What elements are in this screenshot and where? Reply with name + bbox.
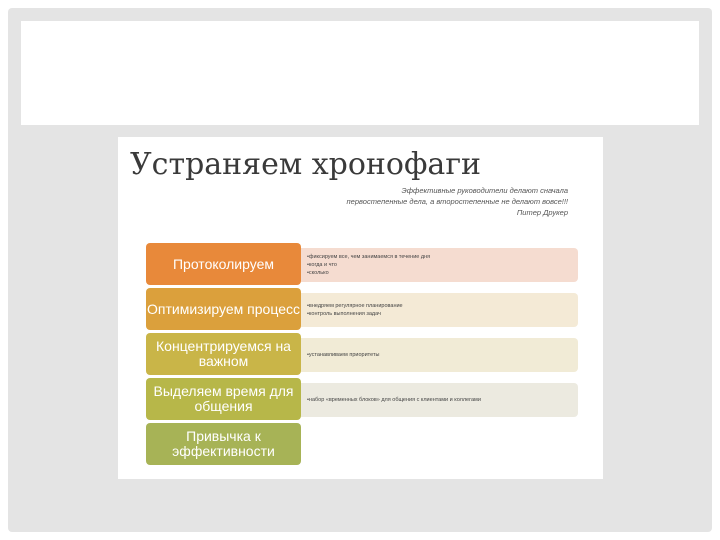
quote-line: Эффективные руководители делают сначала xyxy=(401,186,568,195)
quote-author: Питер Друкер xyxy=(516,208,568,217)
step-detail xyxy=(301,248,578,282)
step-label: Протоколируем xyxy=(146,243,301,285)
drucker-quote xyxy=(268,185,568,218)
step-label: Выделяем время для общения xyxy=(146,378,301,420)
step-label: Концентрируемся на важном xyxy=(146,333,301,375)
bullet-item: •когда и что xyxy=(307,262,337,268)
bullet-item: •фиксируем все, чем занимаемся в течение дня xyxy=(307,254,431,260)
step-row-record xyxy=(118,243,603,285)
step-detail xyxy=(301,338,578,372)
step-label: Привычка к эффективности xyxy=(146,423,301,465)
bullet-item: •сколько xyxy=(307,270,329,276)
step-row-focus xyxy=(118,333,603,375)
bullet-item: •внедряем регулярное планирование xyxy=(307,303,403,309)
bullet-item: •устанавливаем приоритеты xyxy=(307,352,380,358)
bullet-item: •контроль выполнения задач xyxy=(307,311,381,317)
quote-line: первостепенные дела, а второстепенные не делают вовсе!!! xyxy=(346,197,568,206)
bullet-item: •набор «временных блоков» для общения с клиентами и коллегами xyxy=(307,397,481,403)
step-row-optimize xyxy=(118,288,603,330)
slide-title-area xyxy=(21,21,699,125)
step-row-habit xyxy=(118,423,603,465)
step-detail xyxy=(301,383,578,417)
step-detail xyxy=(301,293,578,327)
slide-heading: Устраняем хронофаги xyxy=(130,147,482,182)
step-label: Оптимизируем процесс xyxy=(146,288,301,330)
slide-content-image xyxy=(118,137,603,479)
step-row-communication xyxy=(118,378,603,420)
